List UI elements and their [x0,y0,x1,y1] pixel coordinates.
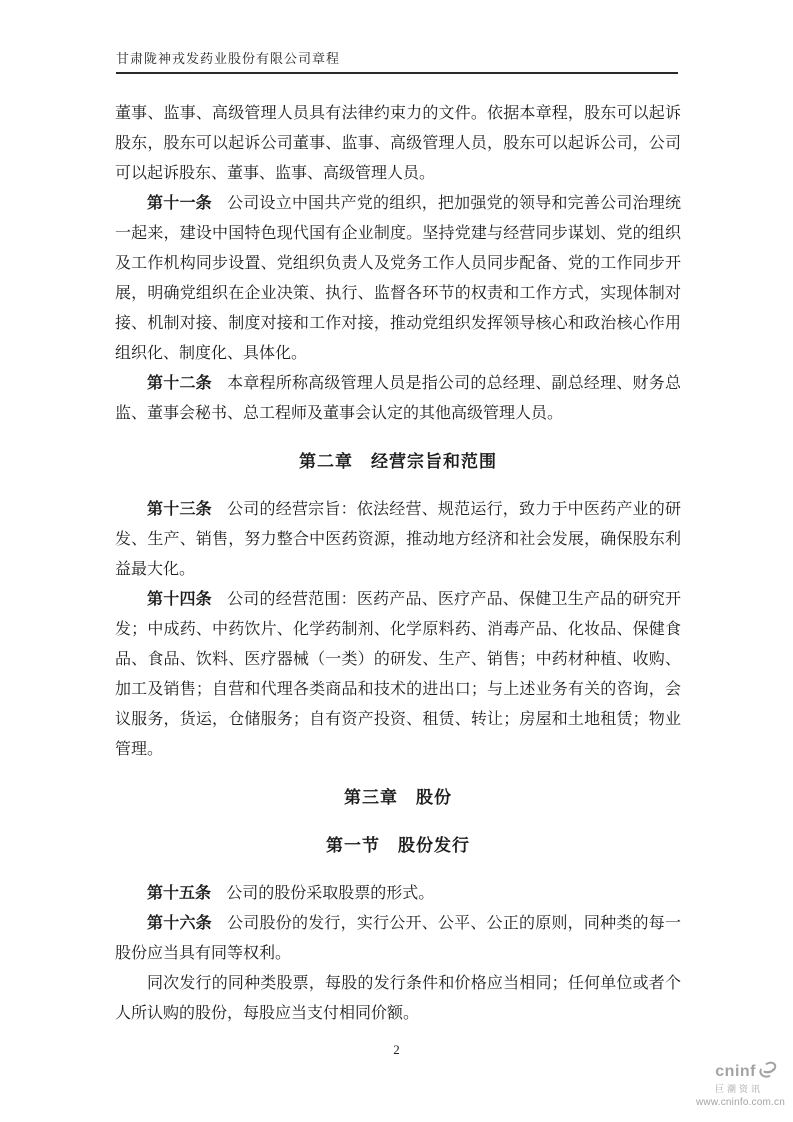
document-body [115,99,681,1029]
article-12-label: 第十二条 [147,375,212,392]
article-16 [115,909,681,969]
article-15 [115,879,681,909]
article-16-label: 第十六条 [147,915,212,932]
paragraph-text: 同次发行的同种类股票，每股的发行条件和价格应当相同；任何单位或者个人所认购的股份，每股应当支付相同价额。 [115,975,681,1022]
article-13 [115,495,681,585]
article-11-text: 公司设立中国共产党的组织，把加强党的领导和完善公司治理统一起来，建设中国特色现代国有企业制度。坚持党建与经营同步谋划、党的组织及工作机构同步设置、党组织负责人及党务工作人员同步配备、党的工作同步开展，明确党组织在企业决策、执行、监督各环节的权责和工作方式，实现体制对接、机制对接、制度对接和工作对接，推动党组织发挥领导核心和政治核心作用组织化、制度化、具体化。 [115,195,681,362]
article-12-text: 本章程所称高级管理人员是指公司的总经理、副总经理、财务总监、董事会秘书、总工程师及董事会认定的其他高级管理人员。 [115,375,681,422]
cninfo-brand-text: cninf [715,1062,756,1080]
article-15-label: 第十五条 [147,885,212,902]
section-1-heading: 第一节 股份发行 [326,836,470,855]
cninfo-brand-row [677,1061,787,1083]
article-14-text: 公司的经营范围：医药产品、医疗产品、保健卫生产品的研究开发；中成药、中药饮片、化学药制剂、化学原料药、消毒产品、化妆品、保健食品、食品、饮料、医疗器械（一类）的研发、生产、销售；中药材种植、收购、加工及销售；自营和代理各类商品和技术的进出口；与上述业务有关的咨询，会议服务，货运，仓储服务；自有资产投资、租赁、转让；房屋和土地租赁；物业管理。 [115,591,681,758]
chapter-3-heading: 第三章 股份 [344,788,452,807]
chapter-2-heading: 第二章 经营宗旨和范围 [299,452,497,471]
article-14-label: 第十四条 [147,591,212,608]
cninfo-url-text: www.cninfo.com.cn [696,1096,785,1108]
paragraph-continuation [115,99,681,189]
cninfo-brand-chinese: 巨潮资讯 [714,1084,763,1095]
article-13-text: 公司的经营宗旨：依法经营、规范运行，致力于中医药产业的研发、生产、销售，努力整合中医药资源，推动地方经济和社会发展，确保股东利益最大化。 [115,501,681,578]
cninfo-watermark [677,1061,787,1108]
document-header [116,48,678,74]
page-number: 2 [393,1042,400,1057]
article-11-label: 第十一条 [147,195,212,212]
cninfo-swirl-icon [758,1061,777,1083]
article-16-text: 公司股份的发行，实行公开、公平、公正的原则，同种类的每一股份应当具有同等权利。 [115,915,681,962]
article-13-label: 第十三条 [147,501,212,518]
paragraph-text: 董事、监事、高级管理人员具有法律约束力的文件。依据本章程，股东可以起诉股东，股东可以起诉公司董事、监事、高级管理人员，股东可以起诉公司，公司可以起诉股东、董事、监事、高级管理人员。 [115,105,681,182]
article-14 [115,585,681,765]
paragraph-same-issue-rule [115,969,681,1029]
article-12 [115,369,681,429]
article-15-text: 公司的股份采取股票的形式。 [226,885,435,902]
document-header-title: 甘肃陇神戎发药业股份有限公司章程 [116,51,341,66]
article-11 [115,189,681,369]
